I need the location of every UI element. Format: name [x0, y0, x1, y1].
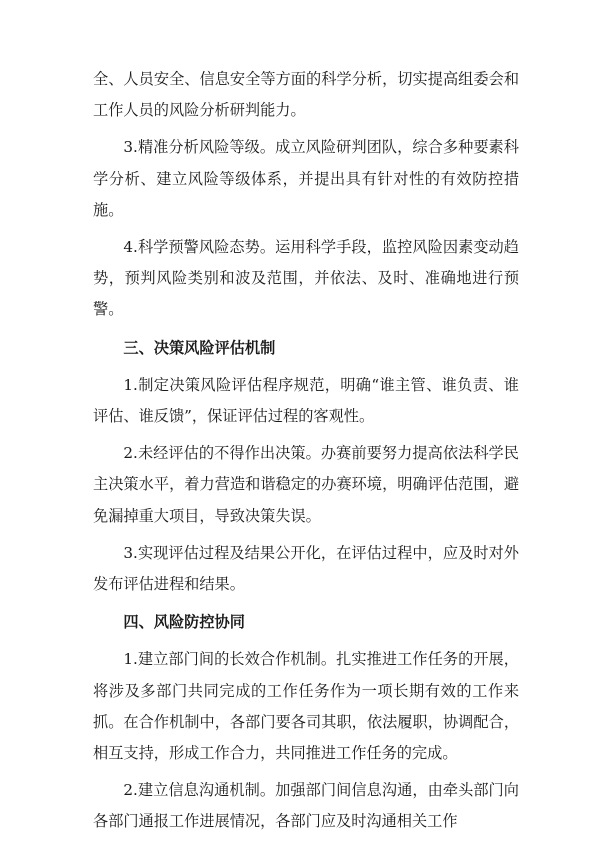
paragraph-communication-mechanism: 2.建立信息沟通机制。加强部门间信息沟通，由牵头部门向各部门通报工作进展情况，各部门应及时沟通相关工作	[93, 781, 519, 831]
paragraph-continuation: 全、人员安全、信息安全等方面的科学分析，切实提高组委会和工作人员的风险分析研判能力。	[93, 70, 519, 120]
paragraph-cooperation-mechanism: 1.建立部门间的长效合作机制。扎实推进工作任务的开展，将涉及多部门共同完成的工作任务作为一项长期有效的工作来抓。在合作机制中，各部门要各司其职，依法履职，协调配合，相互支持，形成工作合力，共同推进工作任务的完成。	[93, 650, 519, 763]
document-page	[93, 64, 519, 838]
paragraph-evaluation-procedure: 1.制定决策风险评估程序规范，明确“谁主管、谁负责、谁评估、谁反馈”，保证评估过程的客观性。	[93, 375, 519, 426]
section-heading-risk-coordination: 四、风险防控协同	[123, 613, 245, 632]
paragraph-risk-warning: 4.科学预警风险态势。运用科学手段，监控风险因素变动趋势，预判风险类别和波及范围，并依法、及时、准确地进行预警。	[93, 238, 519, 319]
paragraph-no-decision-without-evaluation: 2.未经评估的不得作出决策。办赛前要努力提高依法科学民主决策水平，着力营造和谐稳定的办赛环境，明确评估范围，避免漏掉重大项目，导致决策失误。	[93, 444, 519, 525]
paragraph-risk-level: 3.精准分析风险等级。成立风险研判团队，综合多种要素科学分析、建立风险等级体系，并提出具有针对性的有效防控措施。	[93, 138, 519, 219]
section-heading-decision-risk: 三、决策风险评估机制	[123, 338, 276, 357]
paragraph-public-evaluation: 3.实现评估过程及结果公开化，在评估过程中，应及时对外发布评估进程和结果。	[93, 543, 519, 594]
